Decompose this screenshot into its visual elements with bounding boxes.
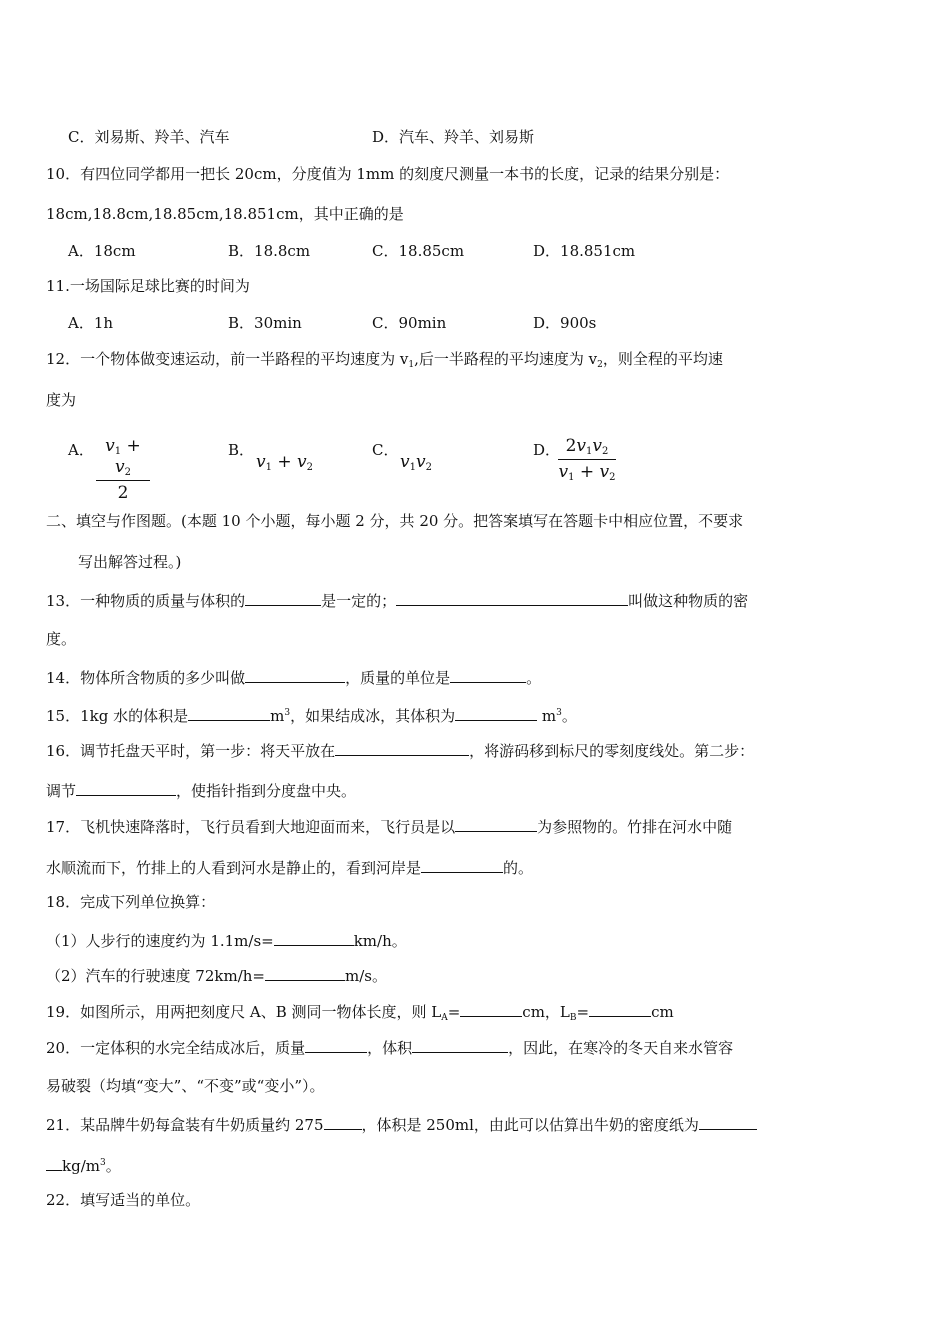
q12-option-c-formula: v1v2 xyxy=(400,452,432,473)
q12-stem-part3: ，则全程的平均速 xyxy=(602,350,723,368)
q11-option-b: B．30min xyxy=(228,314,302,332)
section2-heading-line1: 二、填空与作图题。(本题 10 个小题，每小题 2 分，共 20 分。把答案填写在答题卡中相应位置，不要求 xyxy=(46,512,744,530)
q17-line2: 水顺流而下，竹排上的人看到河水是静止的，看到河岸是 的。 xyxy=(46,856,533,878)
q12-sub2: 2 xyxy=(597,360,603,370)
q19-line: 19．如图所示，用两把刻度尺 A、B 测同一物体长度，则 $L_A=$ cm，$L_B=$ cm xyxy=(46,1000,674,1028)
q17-blank2[interactable] xyxy=(421,856,503,873)
q16-line1: 16．调节托盘天平时，第一步：将天平放在 ，将游码移到标尺的零刻度线处。第二步： xyxy=(46,739,754,761)
q14-blank1[interactable] xyxy=(245,666,345,683)
q11-option-c: C．90min xyxy=(372,314,447,332)
q22-title: 22．填写适当的单位。 xyxy=(46,1191,201,1209)
q12-option-a-formula: v1 + v2 2 xyxy=(96,436,150,503)
q12-stem-line2: 度为 xyxy=(46,391,77,409)
q20-blank1[interactable] xyxy=(305,1036,367,1053)
q16-blank2[interactable] xyxy=(76,779,176,796)
q20-blank2[interactable] xyxy=(412,1036,508,1053)
q13-blank2[interactable] xyxy=(396,589,628,606)
q11-option-d: D．900s xyxy=(533,314,597,332)
q15-line: 15．1kg 水的体积是 $m^3$，如果结成冰，其体积为 $m^3$。 xyxy=(46,703,577,726)
q21-blank1[interactable] xyxy=(324,1113,362,1130)
q11-stem: 11.一场国际足球比赛的时间为 xyxy=(46,277,250,295)
q18-part1: （1）人步行的速度约为 1.1m/s= km/h。 xyxy=(46,929,407,951)
q12-option-a-label: A． xyxy=(68,441,94,459)
q15-blank2[interactable] xyxy=(455,704,537,721)
q10-option-c: C．18.85cm xyxy=(372,242,465,260)
q12-sub1: 1 xyxy=(408,360,415,370)
q18-title: 18．完成下列单位换算： xyxy=(46,893,216,911)
q12-option-d-formula: 2v1v2 v1 + v2 xyxy=(558,436,616,483)
q10-stem-line2: 18cm,18.8cm,18.85cm,18.851cm，其中正确的是 xyxy=(46,205,404,223)
q12-stem-line1 xyxy=(46,349,723,375)
q12-option-b-label: B． xyxy=(228,441,255,459)
q12-stem-part2: ,后一半路程的平均速度为 v xyxy=(414,350,598,368)
q10-stem-line1: 10．有四位同学都用一把长 20cm，分度值为 1mm 的刻度尺测量一本书的长度，记录的结果分别是： xyxy=(46,165,730,183)
q13-blank1[interactable] xyxy=(245,589,321,606)
q10-option-b: B．18.8cm xyxy=(228,242,311,260)
q11-option-a: A．1h xyxy=(68,314,114,332)
q12-option-d-label: D． xyxy=(533,441,561,459)
q10-option-d: D．18.851cm xyxy=(533,242,636,260)
q18-blank1[interactable] xyxy=(274,929,354,946)
q19-blank1[interactable] xyxy=(460,1000,522,1017)
q9-option-d: D．汽车、羚羊、刘易斯 xyxy=(372,128,535,146)
q9-option-c: C．刘易斯、羚羊、汽车 xyxy=(68,128,230,146)
q17-blank1[interactable] xyxy=(455,815,537,832)
q14-blank2[interactable] xyxy=(450,666,526,683)
q13-line1: 13．一种物质的质量与体积的 是一定的； 叫做这种物质的密 xyxy=(46,589,748,611)
q21-blank2[interactable] xyxy=(699,1113,757,1130)
q20-line1: 20．一定体积的水完全结成冰后，质量 ，体积 ，因此，在寒冷的冬天自来水管容 xyxy=(46,1036,733,1058)
q20-line2: 易破裂（均填“变大”、“不变”或“变小”）。 xyxy=(46,1077,325,1095)
q18-part2: （2）汽车的行驶速度 72km/h= m/s。 xyxy=(46,964,387,986)
q15-blank1[interactable] xyxy=(188,704,270,721)
q21-line1: 21．某品牌牛奶每盒装有牛奶质量约 275 ，体积是 250ml，由此可以估算出牛奶的密度纸为 xyxy=(46,1113,757,1135)
q12-stem-part1: 12．一个物体做变速运动，前一半路程的平均速度为 v xyxy=(46,350,409,368)
q12-option-c-label: C． xyxy=(372,441,399,459)
q13-line2: 度。 xyxy=(46,630,77,648)
section2-heading-line2: 写出解答过程。) xyxy=(78,553,182,571)
q12-option-b-formula: v1 + v2 xyxy=(256,452,314,473)
q10-option-a: A．18cm xyxy=(68,242,136,260)
q16-line2: 调节 ，使指针指到分度盘中央。 xyxy=(46,779,356,801)
q16-blank1[interactable] xyxy=(335,739,469,756)
q18-blank2[interactable] xyxy=(265,964,345,981)
q21-blank2-continued[interactable] xyxy=(46,1154,62,1171)
q17-line1: 17．飞机快速降落时，飞行员看到大地迎面而来，飞行员是以 为参照物的。竹排在河水中随 xyxy=(46,815,732,837)
q19-blank2[interactable] xyxy=(589,1000,651,1017)
q14-line: 14．物体所含物质的多少叫做 ，质量的单位是 。 xyxy=(46,666,541,688)
q21-line2: $kg/m^3$。 xyxy=(46,1153,121,1176)
